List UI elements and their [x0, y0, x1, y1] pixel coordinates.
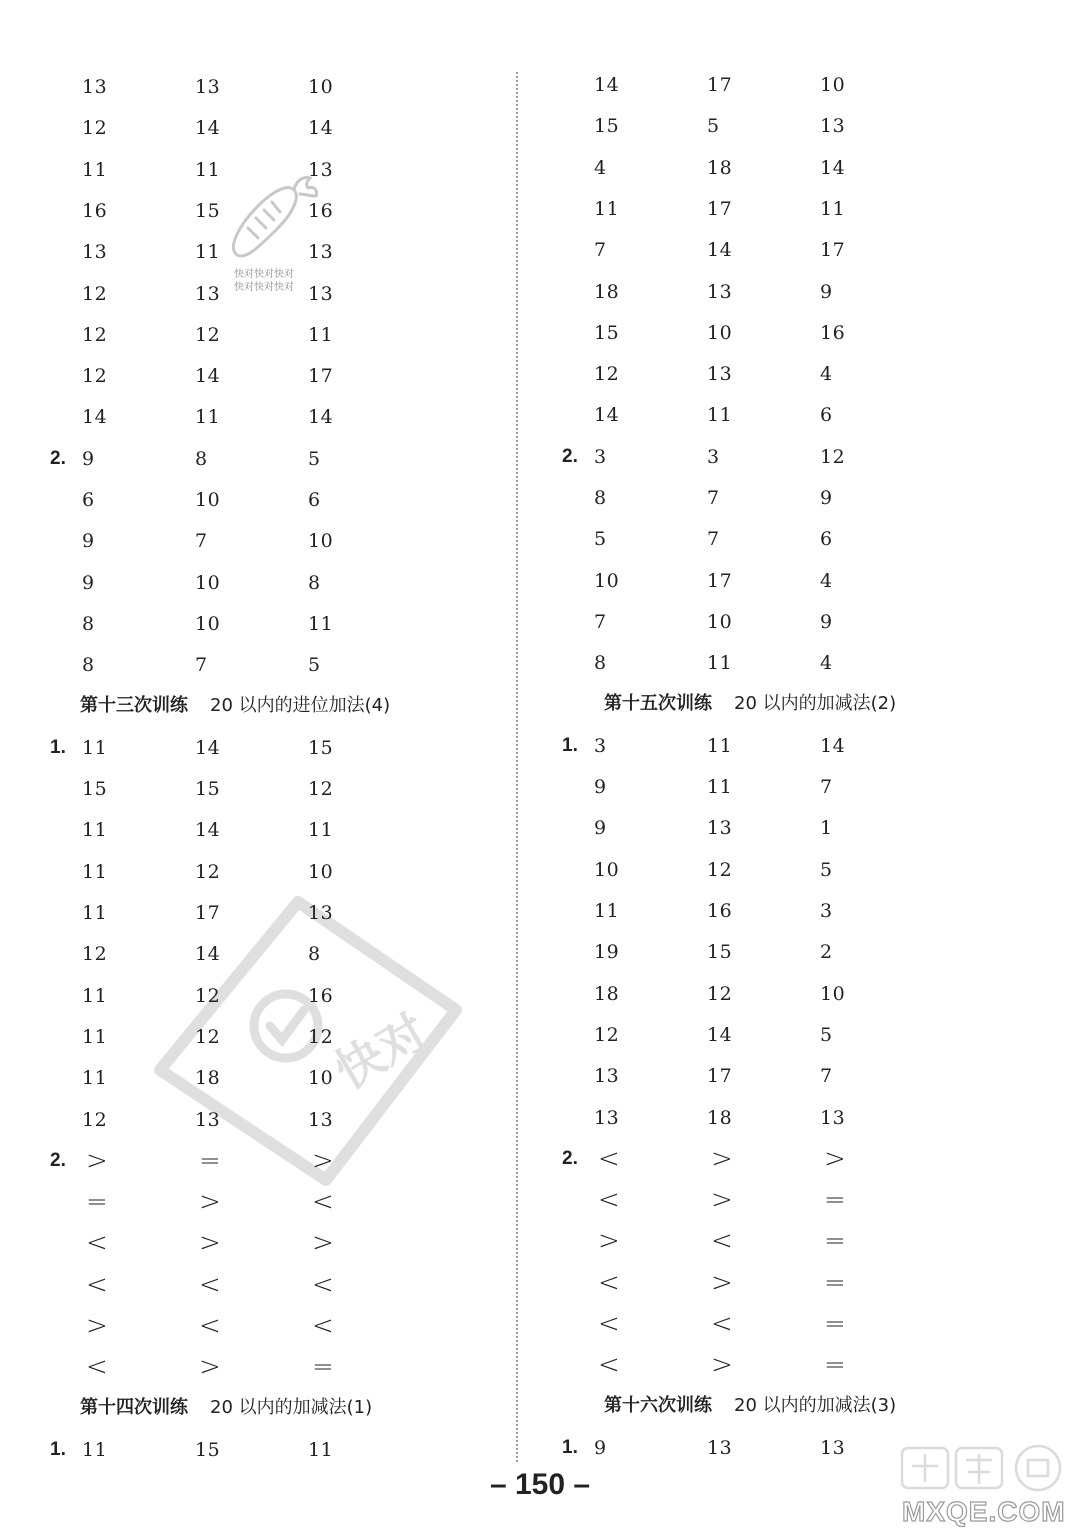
answer-value: 7 — [707, 528, 720, 551]
answer-value: 11 — [707, 404, 733, 427]
compare-answer: > — [199, 1187, 222, 1218]
answer-value: 11 — [82, 819, 108, 842]
answer-value: 5 — [308, 447, 321, 470]
answer-value: 12 — [308, 778, 334, 801]
answer-value: 12 — [707, 858, 733, 881]
carrot-caption — [234, 268, 294, 294]
carrot-watermark-icon — [222, 168, 322, 268]
answer-value: 8 — [594, 487, 607, 509]
answer-value: 6 — [82, 489, 95, 511]
answer-value: 14 — [308, 406, 334, 429]
answer-value: 4 — [820, 569, 833, 592]
compare-answer: = — [824, 1350, 847, 1381]
answer-value: 11 — [594, 900, 620, 922]
compare-answer: > — [711, 1143, 734, 1174]
compare-answer: < — [711, 1226, 734, 1257]
answer-value: 12 — [82, 1108, 108, 1131]
question-number: 2. — [50, 447, 66, 469]
answer-value: 16 — [308, 984, 334, 1007]
answer-value: 12 — [195, 860, 221, 883]
answer-value: 19 — [594, 941, 620, 964]
answer-value: 13 — [707, 817, 733, 840]
answer-value: 6 — [820, 528, 833, 551]
compare-answer: < — [312, 1187, 335, 1218]
compare-answer: < — [199, 1269, 222, 1300]
answer-value: 14 — [707, 239, 733, 262]
question-number: 2. — [562, 1147, 578, 1169]
compare-answer: < — [598, 1185, 621, 1216]
question-number: 1. — [562, 734, 578, 756]
answer-value: 8 — [82, 654, 95, 677]
answer-value: 14 — [820, 156, 846, 179]
answer-value: 5 — [820, 858, 833, 881]
compare-answer: > — [86, 1311, 109, 1341]
answer-value: 7 — [195, 654, 208, 677]
answer-value: 7 — [195, 530, 208, 553]
answer-value: 11 — [707, 652, 733, 675]
topic-label: 20 以内的加减法(1) — [210, 1396, 373, 1418]
answer-value: 4 — [594, 156, 607, 179]
section-title — [80, 694, 390, 718]
answer-value: 9 — [594, 817, 607, 840]
answer-value: 11 — [308, 819, 334, 842]
answer-value: 12 — [82, 117, 108, 140]
answer-value: 13 — [195, 282, 221, 305]
compare-answer: < — [86, 1269, 109, 1300]
answer-value: 14 — [195, 365, 221, 388]
question-number: 1. — [50, 736, 66, 758]
answer-value: 11 — [82, 1025, 108, 1048]
answer-value: 4 — [820, 652, 833, 675]
answer-value: 17 — [308, 365, 334, 388]
compare-answer: > — [312, 1145, 335, 1176]
compare-answer: = — [824, 1267, 847, 1298]
answer-value: 18 — [195, 1067, 221, 1090]
answer-value: 17 — [707, 569, 733, 592]
topic-label: 20 以内的加减法(2) — [734, 692, 897, 714]
answer-value: 3 — [594, 445, 607, 468]
page-number: – 150 – — [489, 1468, 591, 1501]
compare-answer: > — [199, 1352, 222, 1383]
answer-value: 10 — [195, 571, 221, 594]
answer-value: 13 — [820, 1106, 846, 1129]
answer-value: 11 — [82, 736, 108, 759]
answer-value: 8 — [82, 612, 95, 635]
answer-value: 14 — [594, 74, 620, 96]
answer-value: 6 — [820, 404, 833, 427]
answer-value: 9 — [82, 530, 95, 553]
answer-value: 11 — [82, 902, 108, 924]
carrot-caption-line: 快对快对快对 — [234, 282, 294, 293]
answer-value: 11 — [195, 241, 221, 264]
answer-value: 17 — [707, 197, 733, 220]
answer-value: 11 — [308, 612, 334, 635]
answer-value: 3 — [707, 445, 720, 468]
svg-text:快对: 快对 — [326, 1003, 438, 1101]
answer-value: 13 — [195, 1108, 221, 1131]
lesson-label: 第十五次训练 — [604, 692, 712, 714]
answer-value: 12 — [707, 982, 733, 1005]
answer-value: 13 — [594, 1065, 620, 1088]
answer-value: 18 — [707, 156, 733, 179]
answer-value: 14 — [308, 117, 334, 140]
compare-answer: = — [86, 1187, 109, 1218]
question-number: 1. — [562, 1436, 578, 1458]
compare-answer: < — [598, 1309, 621, 1339]
answer-value: 11 — [82, 860, 108, 883]
answer-value: 10 — [308, 530, 334, 553]
answer-value: 13 — [308, 158, 334, 181]
answer-value: 15 — [594, 115, 620, 138]
answer-value: 13 — [707, 363, 733, 386]
answer-value: 10 — [594, 569, 620, 592]
answer-value: 14 — [707, 1023, 733, 1046]
right-column — [540, 0, 1080, 1536]
answer-value: 11 — [82, 1067, 108, 1090]
answer-value: 10 — [707, 610, 733, 633]
answer-value: 5 — [707, 115, 720, 138]
answer-value: 15 — [82, 778, 108, 801]
answer-value: 11 — [594, 197, 620, 220]
section-title — [80, 1396, 372, 1420]
compare-answer: > — [711, 1267, 734, 1298]
answer-value: 13 — [195, 76, 221, 98]
answer-value: 12 — [308, 1025, 334, 1048]
answer-value: 9 — [820, 610, 833, 633]
answer-value: 11 — [82, 984, 108, 1007]
answer-value: 9 — [82, 447, 95, 470]
answer-value: 8 — [308, 943, 321, 966]
compare-answer: < — [86, 1352, 109, 1383]
topic-label: 20 以内的进位加法(4) — [210, 694, 391, 716]
column-divider — [516, 72, 518, 1462]
answer-value: 14 — [594, 404, 620, 427]
compare-answer: > — [598, 1226, 621, 1257]
answer-value: 9 — [820, 487, 833, 509]
compare-answer: > — [86, 1145, 109, 1176]
compare-answer: = — [824, 1226, 847, 1257]
compare-answer: > — [711, 1350, 734, 1381]
answer-value: 13 — [594, 1106, 620, 1129]
answer-value: 13 — [82, 241, 108, 264]
answer-value: 11 — [82, 1438, 108, 1461]
answer-value: 16 — [820, 321, 846, 344]
answer-value: 17 — [820, 239, 846, 262]
compare-answer: < — [711, 1309, 734, 1339]
answer-value: 10 — [308, 76, 334, 98]
answer-value: 15 — [707, 941, 733, 964]
answer-value: 13 — [308, 902, 334, 924]
answer-value: 17 — [707, 1065, 733, 1088]
answer-value: 15 — [195, 778, 221, 801]
answer-value: 11 — [820, 197, 846, 220]
answer-value: 13 — [707, 280, 733, 303]
question-number: 2. — [562, 445, 578, 467]
topic-label: 20 以内的加减法(3) — [734, 1394, 897, 1416]
answer-value: 13 — [820, 115, 846, 138]
answer-value: 10 — [820, 74, 846, 96]
compare-answer: < — [199, 1311, 222, 1341]
answer-value: 9 — [594, 776, 607, 799]
answer-value: 8 — [594, 652, 607, 675]
answer-value: 18 — [707, 1106, 733, 1129]
answer-value: 10 — [594, 858, 620, 881]
answer-value: 12 — [195, 323, 221, 346]
answer-value: 11 — [195, 158, 221, 181]
answer-value: 5 — [308, 654, 321, 677]
answer-value: 3 — [820, 900, 833, 922]
section-title — [604, 692, 896, 716]
answer-value: 15 — [308, 736, 334, 759]
answer-value: 7 — [707, 487, 720, 509]
compare-answer: < — [312, 1269, 335, 1300]
compare-answer: = — [312, 1352, 335, 1383]
answer-value: 15 — [594, 321, 620, 344]
answer-value: 6 — [308, 489, 321, 511]
answer-value: 8 — [195, 447, 208, 470]
answer-value: 15 — [195, 199, 221, 222]
lesson-label: 第十六次训练 — [604, 1394, 712, 1416]
compare-answer: < — [312, 1311, 335, 1341]
answer-value: 10 — [195, 612, 221, 635]
answer-value: 10 — [195, 489, 221, 511]
compare-answer: = — [824, 1185, 847, 1216]
answer-value: 11 — [707, 734, 733, 757]
compare-answer: > — [824, 1143, 847, 1174]
compare-answer: = — [824, 1309, 847, 1339]
question-number: 1. — [50, 1438, 66, 1460]
answer-value: 10 — [308, 860, 334, 883]
answer-value: 14 — [195, 736, 221, 759]
compare-answer: < — [598, 1350, 621, 1381]
answer-value: 14 — [82, 406, 108, 429]
answer-value: 12 — [82, 943, 108, 966]
answer-value: 17 — [195, 902, 221, 924]
answer-value: 16 — [308, 199, 334, 222]
answer-value: 11 — [308, 1438, 334, 1461]
answer-value: 12 — [82, 365, 108, 388]
answer-value: 12 — [594, 1023, 620, 1046]
answer-value: 14 — [195, 819, 221, 842]
answer-value: 10 — [308, 1067, 334, 1090]
answer-value: 13 — [707, 1436, 733, 1459]
answer-value: 13 — [82, 76, 108, 98]
answer-value: 13 — [308, 1108, 334, 1131]
answer-value: 9 — [820, 280, 833, 303]
answer-value: 13 — [820, 1436, 846, 1459]
answer-value: 4 — [820, 363, 833, 386]
answer-value: 10 — [707, 321, 733, 344]
answer-value: 9 — [82, 571, 95, 594]
answer-value: 18 — [594, 982, 620, 1005]
answer-value: 17 — [707, 74, 733, 96]
compare-answer: < — [86, 1228, 109, 1259]
answer-value: 7 — [594, 239, 607, 262]
lesson-label: 第十四次训练 — [80, 1396, 188, 1418]
answer-value: 7 — [820, 1065, 833, 1088]
answer-value: 11 — [308, 323, 334, 346]
answer-value: 13 — [308, 241, 334, 264]
answer-value: 7 — [820, 776, 833, 799]
answer-value: 16 — [82, 199, 108, 222]
answer-value: 12 — [82, 323, 108, 346]
answer-value: 14 — [195, 117, 221, 140]
compare-answer: < — [598, 1267, 621, 1298]
answer-value: 3 — [594, 734, 607, 757]
answer-value: 11 — [195, 406, 221, 429]
compare-answer: > — [199, 1228, 222, 1259]
answer-value: 14 — [195, 943, 221, 966]
lesson-label: 第十三次训练 — [80, 694, 188, 716]
answer-value: 14 — [820, 734, 846, 757]
answer-value: 12 — [594, 363, 620, 386]
answer-value: 7 — [594, 610, 607, 633]
answer-value: 1 — [820, 817, 833, 840]
answer-value: 15 — [195, 1438, 221, 1461]
answer-value: 18 — [594, 280, 620, 303]
answer-value: 16 — [707, 900, 733, 922]
answer-value: 5 — [594, 528, 607, 551]
compare-answer: > — [711, 1185, 734, 1216]
section-title — [604, 1394, 896, 1418]
answer-value: 12 — [195, 984, 221, 1007]
answer-value: 8 — [308, 571, 321, 594]
compare-answer: < — [598, 1143, 621, 1174]
answer-value: 10 — [820, 982, 846, 1005]
answer-value: 5 — [820, 1023, 833, 1046]
question-number: 2. — [50, 1149, 66, 1171]
answer-value: 12 — [195, 1025, 221, 1048]
compare-answer: = — [199, 1145, 222, 1176]
compare-answer: > — [312, 1228, 335, 1259]
answer-value: 9 — [594, 1436, 607, 1459]
carrot-caption-line: 快对快对快对 — [234, 269, 294, 280]
site-logo-text: MXQE.COM — [902, 1496, 1066, 1527]
answer-value: 11 — [707, 776, 733, 799]
answer-value: 13 — [308, 282, 334, 305]
answer-value: 12 — [82, 282, 108, 305]
answer-value: 12 — [820, 445, 846, 468]
answer-value: 11 — [82, 158, 108, 181]
answer-value: 2 — [820, 941, 833, 964]
